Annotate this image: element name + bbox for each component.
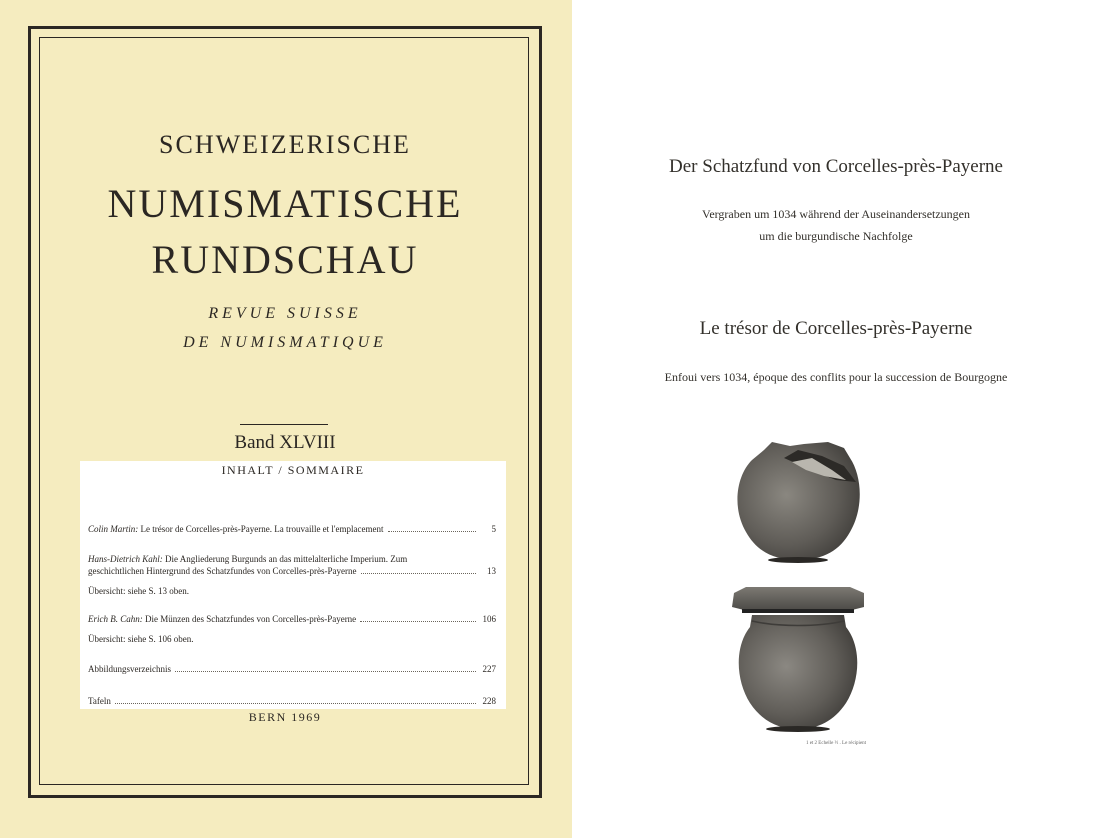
pot-photo-broken-rim xyxy=(732,436,864,566)
toc-leader xyxy=(360,621,476,622)
figure-caption: 1 et 2 Echelle ½ . Le récipient xyxy=(805,741,867,746)
toc-leader xyxy=(388,531,476,532)
cover-title-line-3: RUNDSCHAU xyxy=(151,237,419,282)
title-page xyxy=(572,0,1100,838)
toc-heading: INHALT / SOMMAIRE xyxy=(221,463,365,477)
toc-title: Le trésor de Corcelles-près-Payerne. La trouvaille et l'emplacement xyxy=(138,524,384,534)
cover-subtitle-line-2: DE NUMISMATIQUE xyxy=(183,334,387,351)
table-of-contents xyxy=(80,461,506,709)
toc-title: Abbildungsverzeichnis xyxy=(88,664,171,674)
cover-title-line-2: NUMISMATISCHE xyxy=(107,181,463,226)
french-subtitle: Enfoui vers 1034, époque des conflits pour la succession de Bourgogne xyxy=(664,370,1008,384)
imprint: BERN 1969 xyxy=(248,710,322,724)
toc-entry xyxy=(88,553,496,597)
toc-title: Tafeln xyxy=(88,696,111,706)
toc-title: Die Münzen des Schatzfundes von Corcelles-près-Payerne xyxy=(142,614,357,624)
german-subtitle-line-2: um die burgundische Nachfolge xyxy=(759,229,913,243)
german-subtitle-line-1: Vergraben um 1034 während der Auseinandersetzungen xyxy=(701,207,971,221)
toc-entry xyxy=(88,663,496,675)
toc-author: Erich B. Cahn: xyxy=(88,614,143,624)
toc-entry xyxy=(88,613,496,645)
volume-label: Band XLVIII xyxy=(234,432,336,453)
french-title: Le trésor de Corcelles-près-Payerne xyxy=(699,318,973,339)
cover-title-line-1: SCHWEIZERISCHE xyxy=(159,130,411,159)
toc-title: Die Angliederung Burgunds an das mittelalterliche Imperium. Zum xyxy=(162,554,408,564)
toc-page: 227 xyxy=(482,664,496,674)
cover-divider xyxy=(240,424,328,425)
toc-leader xyxy=(175,671,476,672)
toc-page: 228 xyxy=(482,696,496,706)
toc-author: Colin Martin: xyxy=(88,524,139,534)
toc-entry xyxy=(88,695,496,707)
german-title: Der Schatzfund von Corcelles-près-Payerne xyxy=(669,156,1003,177)
toc-page: 13 xyxy=(487,566,496,576)
toc-author: Hans-Dietrich Kahl: xyxy=(88,554,163,564)
toc-leader xyxy=(115,703,476,704)
toc-note: Übersicht: siehe S. 13 oben. xyxy=(88,586,189,596)
toc-leader xyxy=(361,573,477,574)
toc-page: 106 xyxy=(482,614,496,624)
toc-note: Übersicht: siehe S. 106 oben. xyxy=(88,634,194,644)
toc-entry xyxy=(88,523,496,535)
pot-photo-with-lid xyxy=(728,585,868,735)
toc-title-continued: geschichtlichen Hintergrund des Schatzfundes von Corcelles-près-Payerne xyxy=(88,566,357,576)
toc-page: 5 xyxy=(491,524,496,534)
cover-subtitle-line-1: REVUE SUISSE xyxy=(208,305,362,322)
